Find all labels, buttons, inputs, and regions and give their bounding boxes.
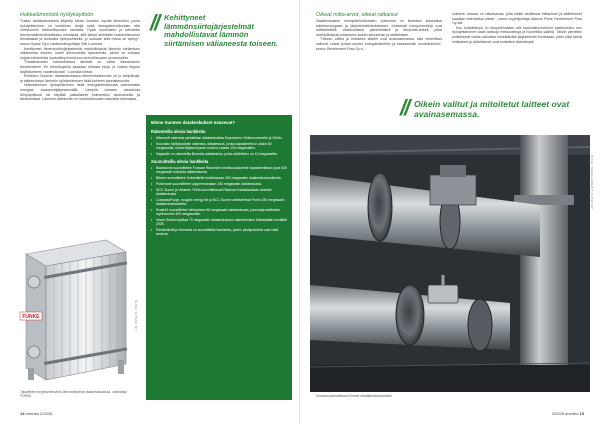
left-paragraph: Hukkalämmön hyödyntäminen lisää energiatehokkuutta paremmaksi energian varastointijärjestelmällä. Lämpöä voidaan varastoida lämpöpolttoon tai käyttää paikallisesti esimerkiksi asuinalueilla ja kiinteistöissä. Lämmön talteenotto on tuloksellisuuden kannalta olennaista. — [20, 83, 140, 102]
sidebar-heading: Minne Suomen datakeskukset nousevat? — [151, 120, 236, 125]
brand-label: FUNKE — [22, 314, 40, 320]
left-caption: Typpillinen levylämmönsiirrin lämmönsiirtoon datakeskuksissa, valmistaja FUNKE. — [20, 390, 127, 398]
sidebar-list-item: • CompassForge, ecogrid energy ltd ja NCC Suomi valmistelevat Poriin 150 megawatin datakeskushanketta. — [151, 198, 287, 206]
pipes-illustration — [310, 135, 590, 392]
right-issue: 2/2025 — [551, 411, 564, 416]
right-pull-quote — [400, 95, 590, 135]
left-paragraph: "Datakeskuster toteutuksessa tärkeää on valita oikeanlainen lämmönsiirrin. Eri teknologioilla saadaan erilaisia etuja, ja valinta riippuu käyttökohteen vaatimuksista", Luomala toteaa. — [20, 60, 140, 74]
right-page — [300, 0, 600, 424]
sidebar-list-item: • Bitzero suunnittelee Kokemäelle keskikasaan 300 megawatin datakeskushankkeita. — [151, 176, 287, 180]
right-quote-text: Oikein valitut ja mitoitetut laitteet ovat avainasemassa. — [414, 99, 570, 119]
port-top — [28, 276, 40, 288]
sidebar-list — [151, 136, 287, 156]
left-body-text — [20, 19, 140, 229]
left-paragraph: Kehittyneet lämmönsiirtojärjestelmät mahdollistavat lämmön siirtämisen välianeesta toiseen, kuten tietokoneilta kylmävesiin, jolloin se voidaan ohjata esimerkiksi kaukolämpöverkkoon tai teollisuuden prosesseihin. — [20, 46, 140, 60]
heat-exchanger-illustration — [14, 232, 140, 388]
right-page-number: 15 — [579, 411, 584, 416]
vertical-pipe — [520, 135, 568, 392]
quote-mark-icon: // — [400, 95, 409, 120]
left-photo-credit: KUVA: HYDAC OY — [134, 300, 138, 331]
sidebar-list-item: • Verne Global sijoittaa 70 megawatin datakeskuksen rakentamisen Mäntsälään keväällä 2025. — [151, 218, 287, 226]
left-issue: 2/2025 — [40, 411, 53, 416]
quote-mark-icon: // — [150, 10, 159, 35]
left-section-title: Hukkalämmöstä hyötykäyttöön — [20, 12, 94, 18]
sidebar-list — [151, 166, 287, 236]
left-footer — [20, 411, 52, 416]
right-body-col1 — [316, 19, 442, 79]
right-paragraph: Datakeskuksen energiatehokkuuden optimointi on kiinteästi sidoksissa laiteteknologiaan ja järjestelmätoteutukseen. Keskeistä komponentteja ovat säätöventtiilit, virtausmittarit, paineilmittarit ja lämpötila-anturit, jotka mahdollistavat prosessien tarkan seurannan ja säätämisen. — [316, 19, 442, 37]
left-pull-quote — [150, 10, 290, 74]
right-paragraph: "Oikean valitut ja mitoitetut laitteet ovat avainasemassa, sillä virheelliset valinnat voivat johtaa suuriin energiahäviöihin ja kasvaneisiin huoltokuluihin", kertoo Recelement Flow Oy:n... — [316, 37, 442, 51]
port-bottom — [28, 346, 40, 358]
right-caption: Kuvassa asennettuna Krohne ultraäänivirtausmittari. — [316, 394, 393, 398]
sidebar-group-title: Rakenteilla olevia hankkeita — [151, 129, 206, 134]
sidebar-list-item: • Kouvolan Myllykoskelle valmistuu datakeskus, jonka kapasiteetti on aluksi 60 megawattia, mutta hiljaisempana vuosina nostaa 100 megawattiin. — [151, 142, 287, 150]
right-footer — [552, 411, 584, 416]
right-paragraph: Kun hukkalämpö on lämpöteholtaan alle kaukolämpöverkon vaatimusten, sen hyödyntäminen vaatii tarkkoja mittaustietoja ja huolellista säätöä. Tällöin pienetkin poikkeamat voivat vaikuttaa merkittävästi järjestelmän toimintaan, joten siksi tarkat mittaukset ja säätötoimet ovat entistäkin tärkeämpiä. — [452, 25, 582, 44]
sidebar-list-item: • Polarnode suunnittelee Lappeenrantaan 150 megawatin datakeskusta. — [151, 182, 287, 186]
sidebar-list-item: • Microsoft rakentaa parhaillaan datakeskuksia Espooseen, Kirkkonummelle ja Vihtiin. — [151, 136, 287, 140]
datacenter-sidebar — [146, 115, 292, 400]
right-photo-credit: KUVA: RECELEMENT FLOW OY — [590, 155, 594, 210]
valve-actuator — [430, 175, 476, 205]
left-magazine-name: enertec — [25, 411, 39, 416]
sidebar-list-item: • Kajaaniin on rakenteilla Borealis-datakeskus, jonka sähköteho on 10 megawattia. — [151, 152, 287, 156]
flow-meter-sensor — [428, 285, 458, 303]
left-quote-text: Kehittyneet lämmönsiirtojärjestelmät mahdollistavat lämmön siirtämisen välianeesta toiseen. — [164, 13, 278, 48]
right-magazine-name: enertec — [565, 411, 579, 416]
left-page-number: 14 — [20, 411, 25, 416]
sidebar-list-item: • Blackstone suunnittelee Forssan Rotomäen teollisuusalueelle kapasiteetiltaan jopa 630 megawatin kokoista datakeskusta. — [151, 166, 287, 174]
flowmeter-photo — [310, 135, 590, 392]
sidebar-group-title: Suunnitteilla olevia hankkeita — [151, 159, 209, 164]
right-section-title: Oikeat mitta-arvot, oikeat ratkaisut — [316, 12, 398, 18]
left-paragraph: Eteläisen Suomen datakeskuksissa lämmöntalteenotto on jo arkipäivää, ja talteenotetun lämmön hyödyntäminen lisää kohteen kannattavuutta. — [20, 74, 140, 83]
right-paragraph: suihteen kanssa on ratkaisevaa, jotta kaikki tarvittavat mittaukset ja säätötoimet saadaan toteutettua oikein", sanoo myyntijohtaja Marcus Finne Recelement Flow Oy:stä. — [452, 12, 582, 26]
sidebar-list-item: • Scale42 suunnittelee Varkauteen 60 megawatin datakeskusta, joka laajennettaisiin myöhemmin 400 megawattiin. — [151, 208, 287, 216]
sidebar-list-item: • Piekämäellä ja Kemissä on suunnitteilla hankkeita, joiden yksityiskohtia ovat vielä avoimia. — [151, 228, 287, 236]
right-body-col2 — [452, 12, 582, 72]
heat-exchanger-photo — [14, 232, 140, 388]
flange — [368, 173, 392, 241]
sidebar-list-item: • NCC Suomi ja Virtanen Yhtiöt suunnittelevat Raisioon Kantakankaan alueelle datakeskusta. — [151, 188, 287, 196]
left-paragraph: "Kaikki datakeskuksissa käytetty sähkö muuttuu lopulta lämmöksi, jonka hyödyntäminen on keskeinen tekijä sekä energiatehokkuuden että investoinnin tuloksellisuuden kannalta. Hyvin suunniteltu ja toteutettu lämmöntalteenottoratkaisu varmistaa, että lämpö siirretään mahdollisimman tehokkaasti ja korkealla hyötysuhteella, jo suoraan siitä missä se syntyy", sanoo Hydac Oy:n varatoimitusjohtaja Ville Luomala. — [20, 19, 140, 46]
